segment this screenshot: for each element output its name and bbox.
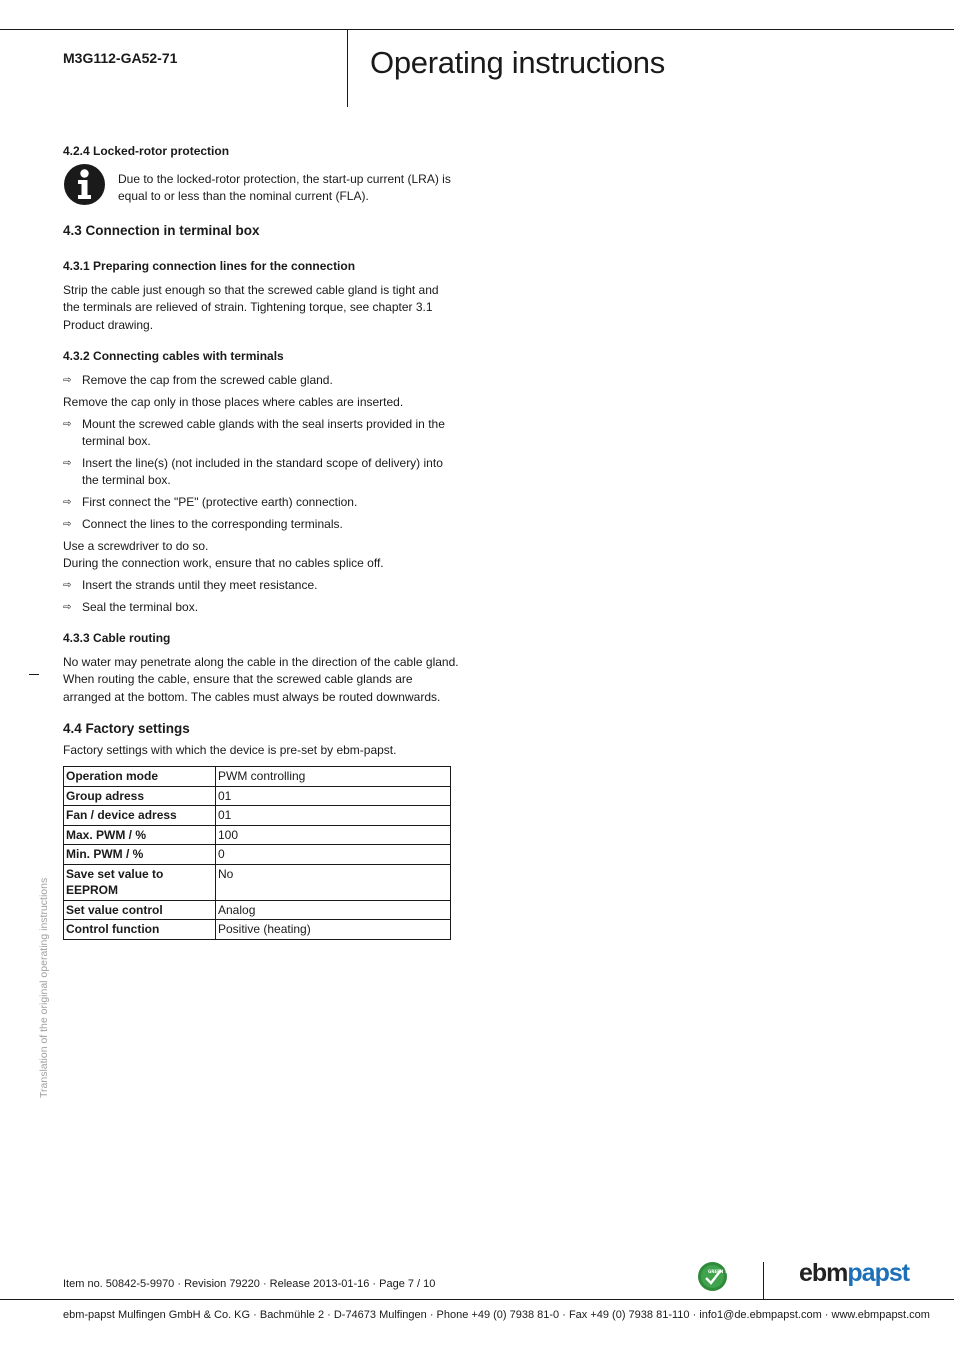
setting-key: Control function [64, 920, 216, 940]
header-top-rule [0, 29, 954, 30]
factory-settings-intro: Factory settings with which the device is pre-set by ebm-papst. [63, 743, 397, 757]
step-text: Connect the lines to the corresponding terminals. [82, 517, 343, 531]
setting-key: Min. PWM / % [64, 845, 216, 865]
item-number-line: Item no. 50842-5-9970 · Revision 79220 · Release 2013-01-16 · Page 7 / 10 [63, 1278, 436, 1290]
step-text: Insert the strands until they meet resistance. [82, 578, 318, 592]
setting-key: Operation mode [64, 767, 216, 787]
company-address-line: ebm-papst Mulfingen GmbH & Co. KG · Bachmühle 2 · D-74673 Mulfingen · Phone +49 (0) 7938 81-0 · Fax +49 (0) 7938 81-110 · info1@de.ebmpapst.com · www.ebmpapst.com [63, 1309, 930, 1321]
step-item [63, 372, 458, 389]
step-item [63, 577, 458, 594]
heading-4-3-1: 4.3.1 Preparing connection lines for the connection [63, 259, 356, 273]
paragraph: Remove the cap only in those places where cables are inserted. [63, 395, 404, 409]
footer-brand-divider [763, 1262, 764, 1300]
ebmpapst-logo: ebmpapst [799, 1259, 910, 1287]
step-text: Seal the terminal box. [82, 600, 199, 614]
arrow-right-icon: ⇨ [63, 519, 72, 530]
green-tech-badge-icon [697, 1261, 737, 1292]
heading-4-3-3: 4.3.3 Cable routing [63, 631, 171, 645]
setting-value: 100 [216, 825, 451, 845]
step-text: Mount the screwed cable glands with the seal inserts provided in the terminal box. [82, 417, 445, 449]
setting-value: 01 [216, 806, 451, 826]
arrow-right-icon: ⇨ [63, 580, 72, 591]
info-icon [63, 163, 106, 206]
arrow-right-icon: ⇨ [63, 419, 72, 430]
preparing-line-3: Product drawing. [63, 317, 154, 332]
setting-value: No [216, 864, 451, 900]
table-row [64, 786, 451, 806]
table-row [64, 845, 451, 865]
step-item [63, 416, 458, 451]
table-row [64, 767, 451, 787]
setting-value: 0 [216, 845, 451, 865]
table-row [64, 920, 451, 940]
paragraph: Use a screwdriver to do so. During the connection work, ensure that no cables splice off. [63, 539, 384, 571]
preparing-line-2: the terminals are relieved of strain. Tightening torque, see chapter 3.1 [63, 300, 433, 315]
heading-4-2-4: 4.2.4 Locked-rotor protection [63, 144, 230, 158]
setting-key: Save set value to EEPROM [64, 864, 216, 900]
arrow-right-icon: ⇨ [63, 602, 72, 613]
cable-routing-paragraph: No water may penetrate along the cable in the direction of the cable gland. When routing the cable, ensure that the screwed cable glands are arranged at the bottom. The cables must always be routed downwards. [63, 655, 459, 704]
table-row [64, 825, 451, 845]
badge-label: GREEN TECH [708, 1269, 737, 1274]
preparing-paragraph [63, 282, 458, 334]
heading-4-3-2: 4.3.2 Connecting cables with terminals [63, 349, 284, 363]
setting-value: Analog [216, 900, 451, 920]
setting-value: Positive (heating) [216, 920, 451, 940]
model-number: M3G112-GA52-71 [63, 50, 178, 66]
table-row [64, 900, 451, 920]
factory-settings-table [63, 766, 451, 940]
locked-rotor-note [118, 171, 458, 206]
footer-rule [0, 1299, 954, 1300]
heading-4-4: 4.4 Factory settings [63, 721, 190, 736]
step-text: First connect the "PE" (protective earth) connection. [82, 495, 358, 509]
margin-mark [29, 674, 39, 675]
setting-key: Set value control [64, 900, 216, 920]
arrow-right-icon: ⇨ [63, 458, 72, 469]
step-text: Remove the cap from the screwed cable gland. [82, 373, 333, 387]
setting-key: Fan / device adress [64, 806, 216, 826]
setting-value: PWM controlling [216, 767, 451, 787]
arrow-right-icon: ⇨ [63, 375, 72, 386]
note-line-2: equal to or less than the nominal current (FLA). [118, 189, 369, 204]
table-row [64, 864, 451, 900]
table-row [64, 806, 451, 826]
heading-4-3: 4.3 Connection in terminal box [63, 223, 260, 238]
setting-key: Max. PWM / % [64, 825, 216, 845]
header-divider [347, 29, 348, 107]
arrow-right-icon: ⇨ [63, 497, 72, 508]
page-title: Operating instructions [370, 45, 665, 80]
step-text: Insert the line(s) (not included in the standard scope of delivery) into the terminal box. [82, 456, 443, 488]
step-item [63, 599, 458, 616]
setting-key: Group adress [64, 786, 216, 806]
step-item [63, 516, 458, 533]
setting-value: 01 [216, 786, 451, 806]
step-item [63, 494, 458, 511]
step-item [63, 455, 458, 490]
preparing-line-1: Strip the cable just enough so that the screwed cable gland is tight and [63, 283, 439, 297]
side-note: Translation of the original operating instructions [38, 877, 50, 1098]
note-line-1: Due to the locked-rotor protection, the start-up current (LRA) is [118, 172, 451, 186]
